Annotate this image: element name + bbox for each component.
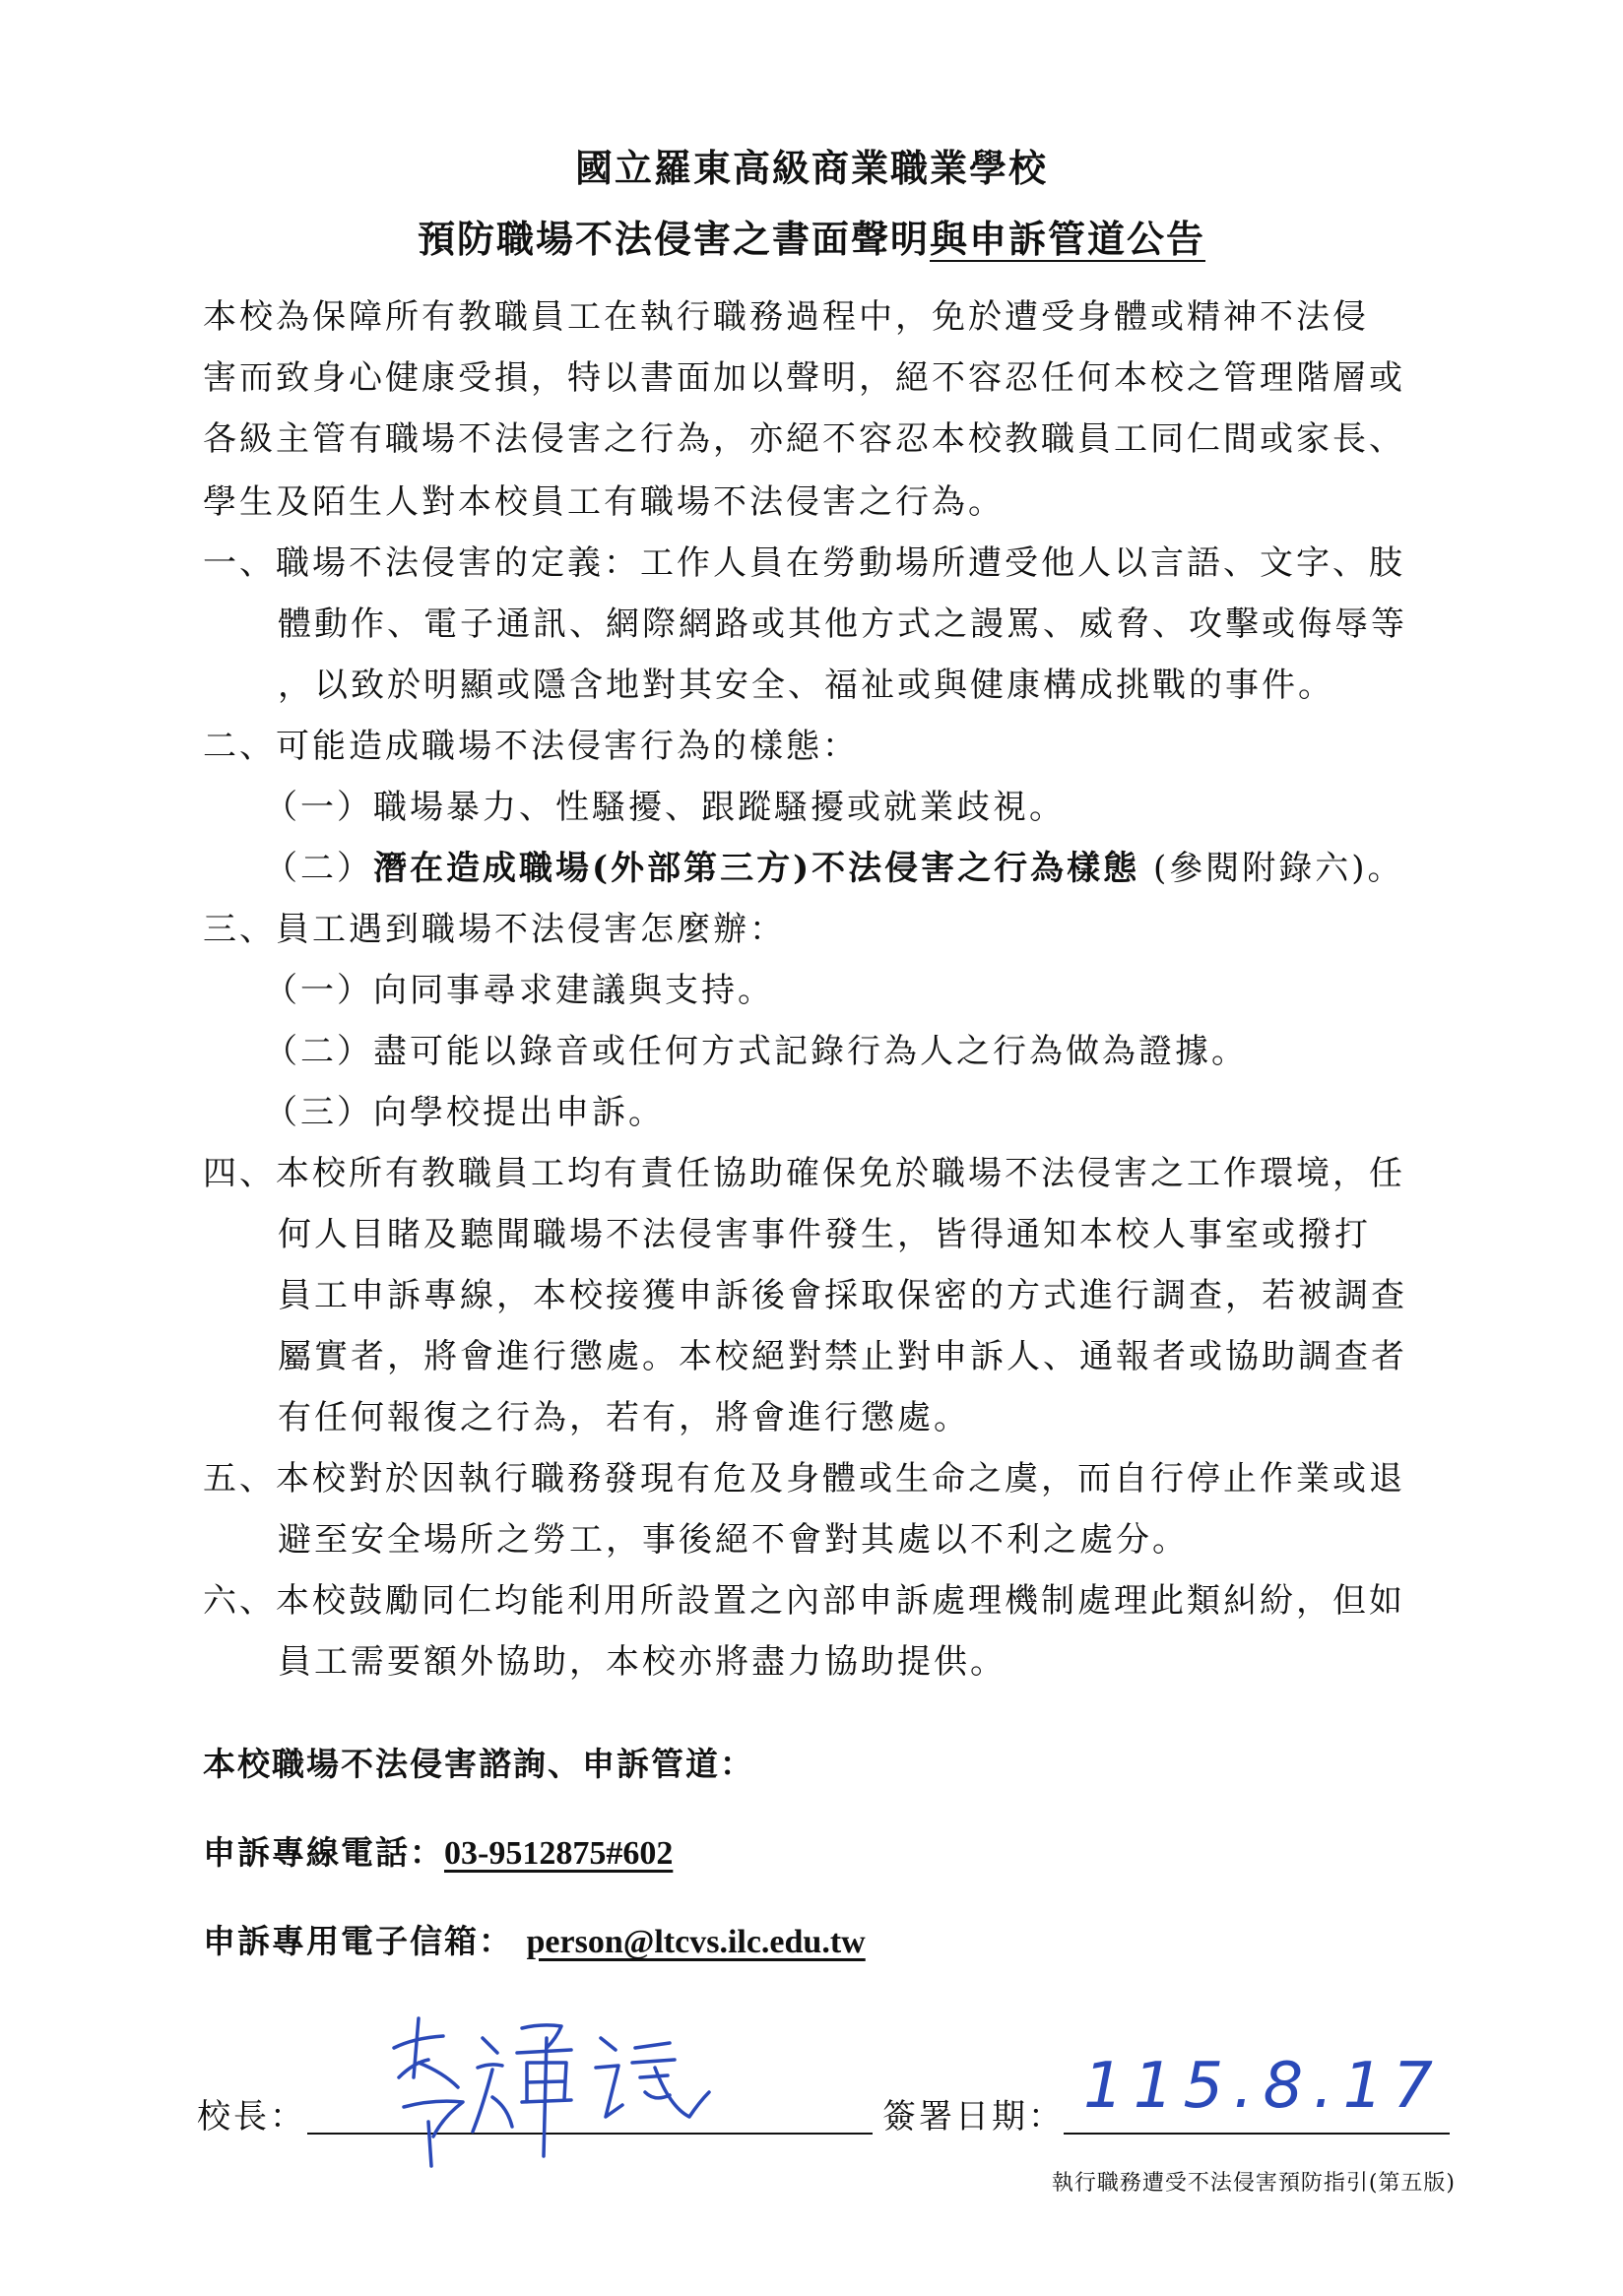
sign-date-label: 簽署日期：: [882, 2097, 1065, 2137]
complaint-phone: [203, 1827, 673, 1874]
section3-item-1: （一）向同事尋求建議與支持。: [264, 971, 774, 1010]
section4-line-4: 屬實者，將會進行懲處。本校絕對禁止對申訴人、通報者或協助調查者: [278, 1337, 1407, 1376]
section2-item-1: （一）職場暴力、性騷擾、跟蹤騷擾或就業歧視。: [264, 788, 1066, 827]
section5-line-1: 五、本校對於因執行職務發現有危及身體或生命之虞，而自行停止作業或退: [203, 1459, 1405, 1499]
announcement-title: [0, 209, 1623, 263]
section1-line-1: 一、職場不法侵害的定義：工作人員在勞動場所遭受他人以言語、文字、肢: [203, 543, 1405, 583]
contact-heading: 本校職場不法侵害諮詢、申訴管道：: [203, 1745, 754, 1783]
complaint-phone-label: 申訴專線電話：: [203, 1833, 444, 1872]
section1-line-3: ，以致於明顯或隱含地對其安全、福祉或與健康構成挑戰的事件。: [278, 666, 1334, 705]
complaint-email-value[interactable]: person@ltcvs.ilc.edu.tw: [526, 1924, 866, 1960]
document-footer: 執行職務遭受不法侵害預防指引(第五版): [1051, 2171, 1456, 2196]
complaint-email: [203, 1916, 866, 1962]
announcement-title-part2: 與申訴管道公告: [930, 217, 1206, 261]
intro-line-4: 學生及陌生人對本校員工有職場不法侵害之行為。: [203, 482, 1005, 522]
school-name-title: 國立羅東高級商業職業學校: [574, 146, 1048, 190]
section4-line-2: 何人目睹及聽聞職場不法侵害事件發生，皆得通知本校人事室或撥打: [278, 1215, 1371, 1254]
section5-line-2: 避至安全場所之勞工，事後絕不會對其處以不利之處分。: [278, 1520, 1189, 1560]
principal-signature: [374, 2009, 748, 2176]
principal-label: 校長：: [197, 2097, 306, 2137]
section3-item-3: （三）向學校提出申訴。: [264, 1093, 665, 1132]
section4-line-5: 有任何報復之行為，若有，將會進行懲處。: [278, 1398, 970, 1437]
section3-heading: 三、員工遇到職場不法侵害怎麼辦：: [203, 910, 786, 949]
section2-item-2-bold: 潛在造成職場(外部第三方)不法侵害之行為樣態: [373, 849, 1140, 888]
section2-item-2: [264, 849, 1404, 888]
intro-line-2: 害而致身心健康受損，特以書面加以聲明，絕不容忍任何本校之管理階層或: [203, 358, 1405, 398]
section2-heading: 二、可能造成職場不法侵害行為的樣態：: [203, 727, 859, 766]
section2-item-2-suffix: (參閱附錄六)。: [1139, 849, 1404, 888]
section2-item-2-prefix: （二）: [264, 849, 373, 888]
announcement-title-part1: 預防職場不法侵害之書面聲明: [417, 217, 930, 261]
complaint-email-label: 申訴專用電子信箱：: [203, 1922, 513, 1960]
section4-line-1: 四、本校所有教職員工均有責任協助確保免於職場不法侵害之工作環境，任: [203, 1154, 1405, 1193]
sign-date-line: [1064, 2133, 1450, 2135]
intro-line-1: 本校為保障所有教職員工在執行職務過程中，免於遭受身體或精神不法侵: [203, 297, 1369, 337]
intro-line-3: 各級主管有職場不法侵害之行為，亦絕不容忍本校教職員工同仁間或家長、: [203, 419, 1405, 459]
sign-date-value: 115.8.17: [1083, 2050, 1443, 2123]
complaint-phone-value[interactable]: 03-9512875#602: [444, 1835, 674, 1872]
section6-line-2: 員工需要額外協助，本校亦將盡力協助提供。: [278, 1642, 1006, 1682]
section4-line-3: 員工申訴專線，本校接獲申訴後會採取保密的方式進行調查，若被調查: [278, 1276, 1407, 1315]
section3-item-2: （二）盡可能以錄音或任何方式記錄行為人之行為做為證據。: [264, 1032, 1248, 1071]
section1-line-2: 體動作、電子通訊、網際網路或其他方式之謾罵、威脅、攻擊或侮辱等: [278, 605, 1407, 644]
section6-line-1: 六、本校鼓勵同仁均能利用所設置之內部申訴處理機制處理此類糾紛，但如: [203, 1581, 1405, 1621]
